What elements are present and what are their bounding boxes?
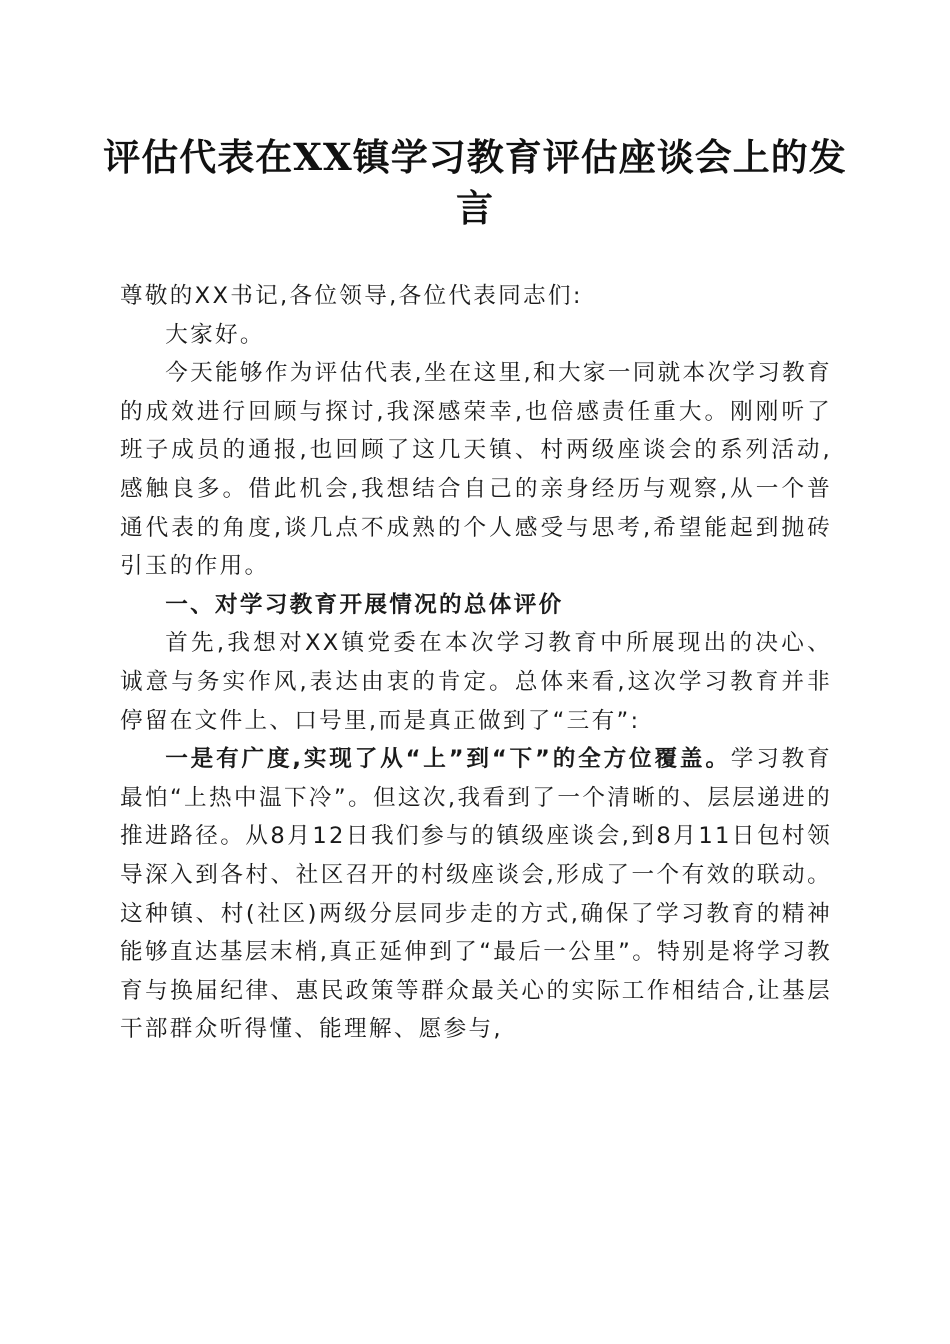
point-body: 学习教育最怕“上热中温下冷”。但这次,我看到了一个清晰的、层层递进的推进路径。从8月12日我们参与的镇级座谈会,到8月11日包村领导深入到各村、社区召开的村级座谈会,形成了一个有效的联动。这种镇、村(社区)两级分层同步走的方式,确保了学习教育的精神能够直达基层末梢,真正延伸到了“最后一公里”。特别是将学习教育与换届纪律、惠民政策等群众最关心的实际工作相结合,让基层干部群众听得懂、能理解、愿参与, bbox=[120, 746, 832, 1043]
intro-paragraph: 今天能够作为评估代表,坐在这里,和大家一同就本次学习教育的成效进行回顾与探讨,我深感荣幸,也倍感责任重大。刚刚听了班子成员的通报,也回顾了这几天镇、村两级座谈会的系列活动,感触良多。借此机会,我想结合自己的亲身经历与观察,从一个普通代表的角度,谈几点不成熟的个人感受与思考,希望能起到抛砖引玉的作用。 bbox=[120, 360, 832, 580]
point-lead: 一是有广度,实现了从“上”到“下”的全方位覆盖。 bbox=[165, 746, 731, 773]
salutation: 尊敬的XX书记,各位领导,各位代表同志们: bbox=[120, 283, 583, 309]
section-heading: 一、对学习教育开展情况的总体评价 bbox=[165, 591, 564, 618]
document-body bbox=[120, 277, 832, 1049]
point-paragraph bbox=[120, 740, 832, 1049]
document-title: 评估代表在XX镇学习教育评估座谈会上的发言 bbox=[103, 135, 847, 230]
greeting: 大家好。 bbox=[165, 321, 265, 348]
section-paragraph: 首先,我想对XX镇党委在本次学习教育中所展现出的决心、诚意与务实作风,表达由衷的肯定。总体来看,这次学习教育并非停留在文件上、口号里,而是真正做到了“三有”: bbox=[120, 630, 832, 734]
